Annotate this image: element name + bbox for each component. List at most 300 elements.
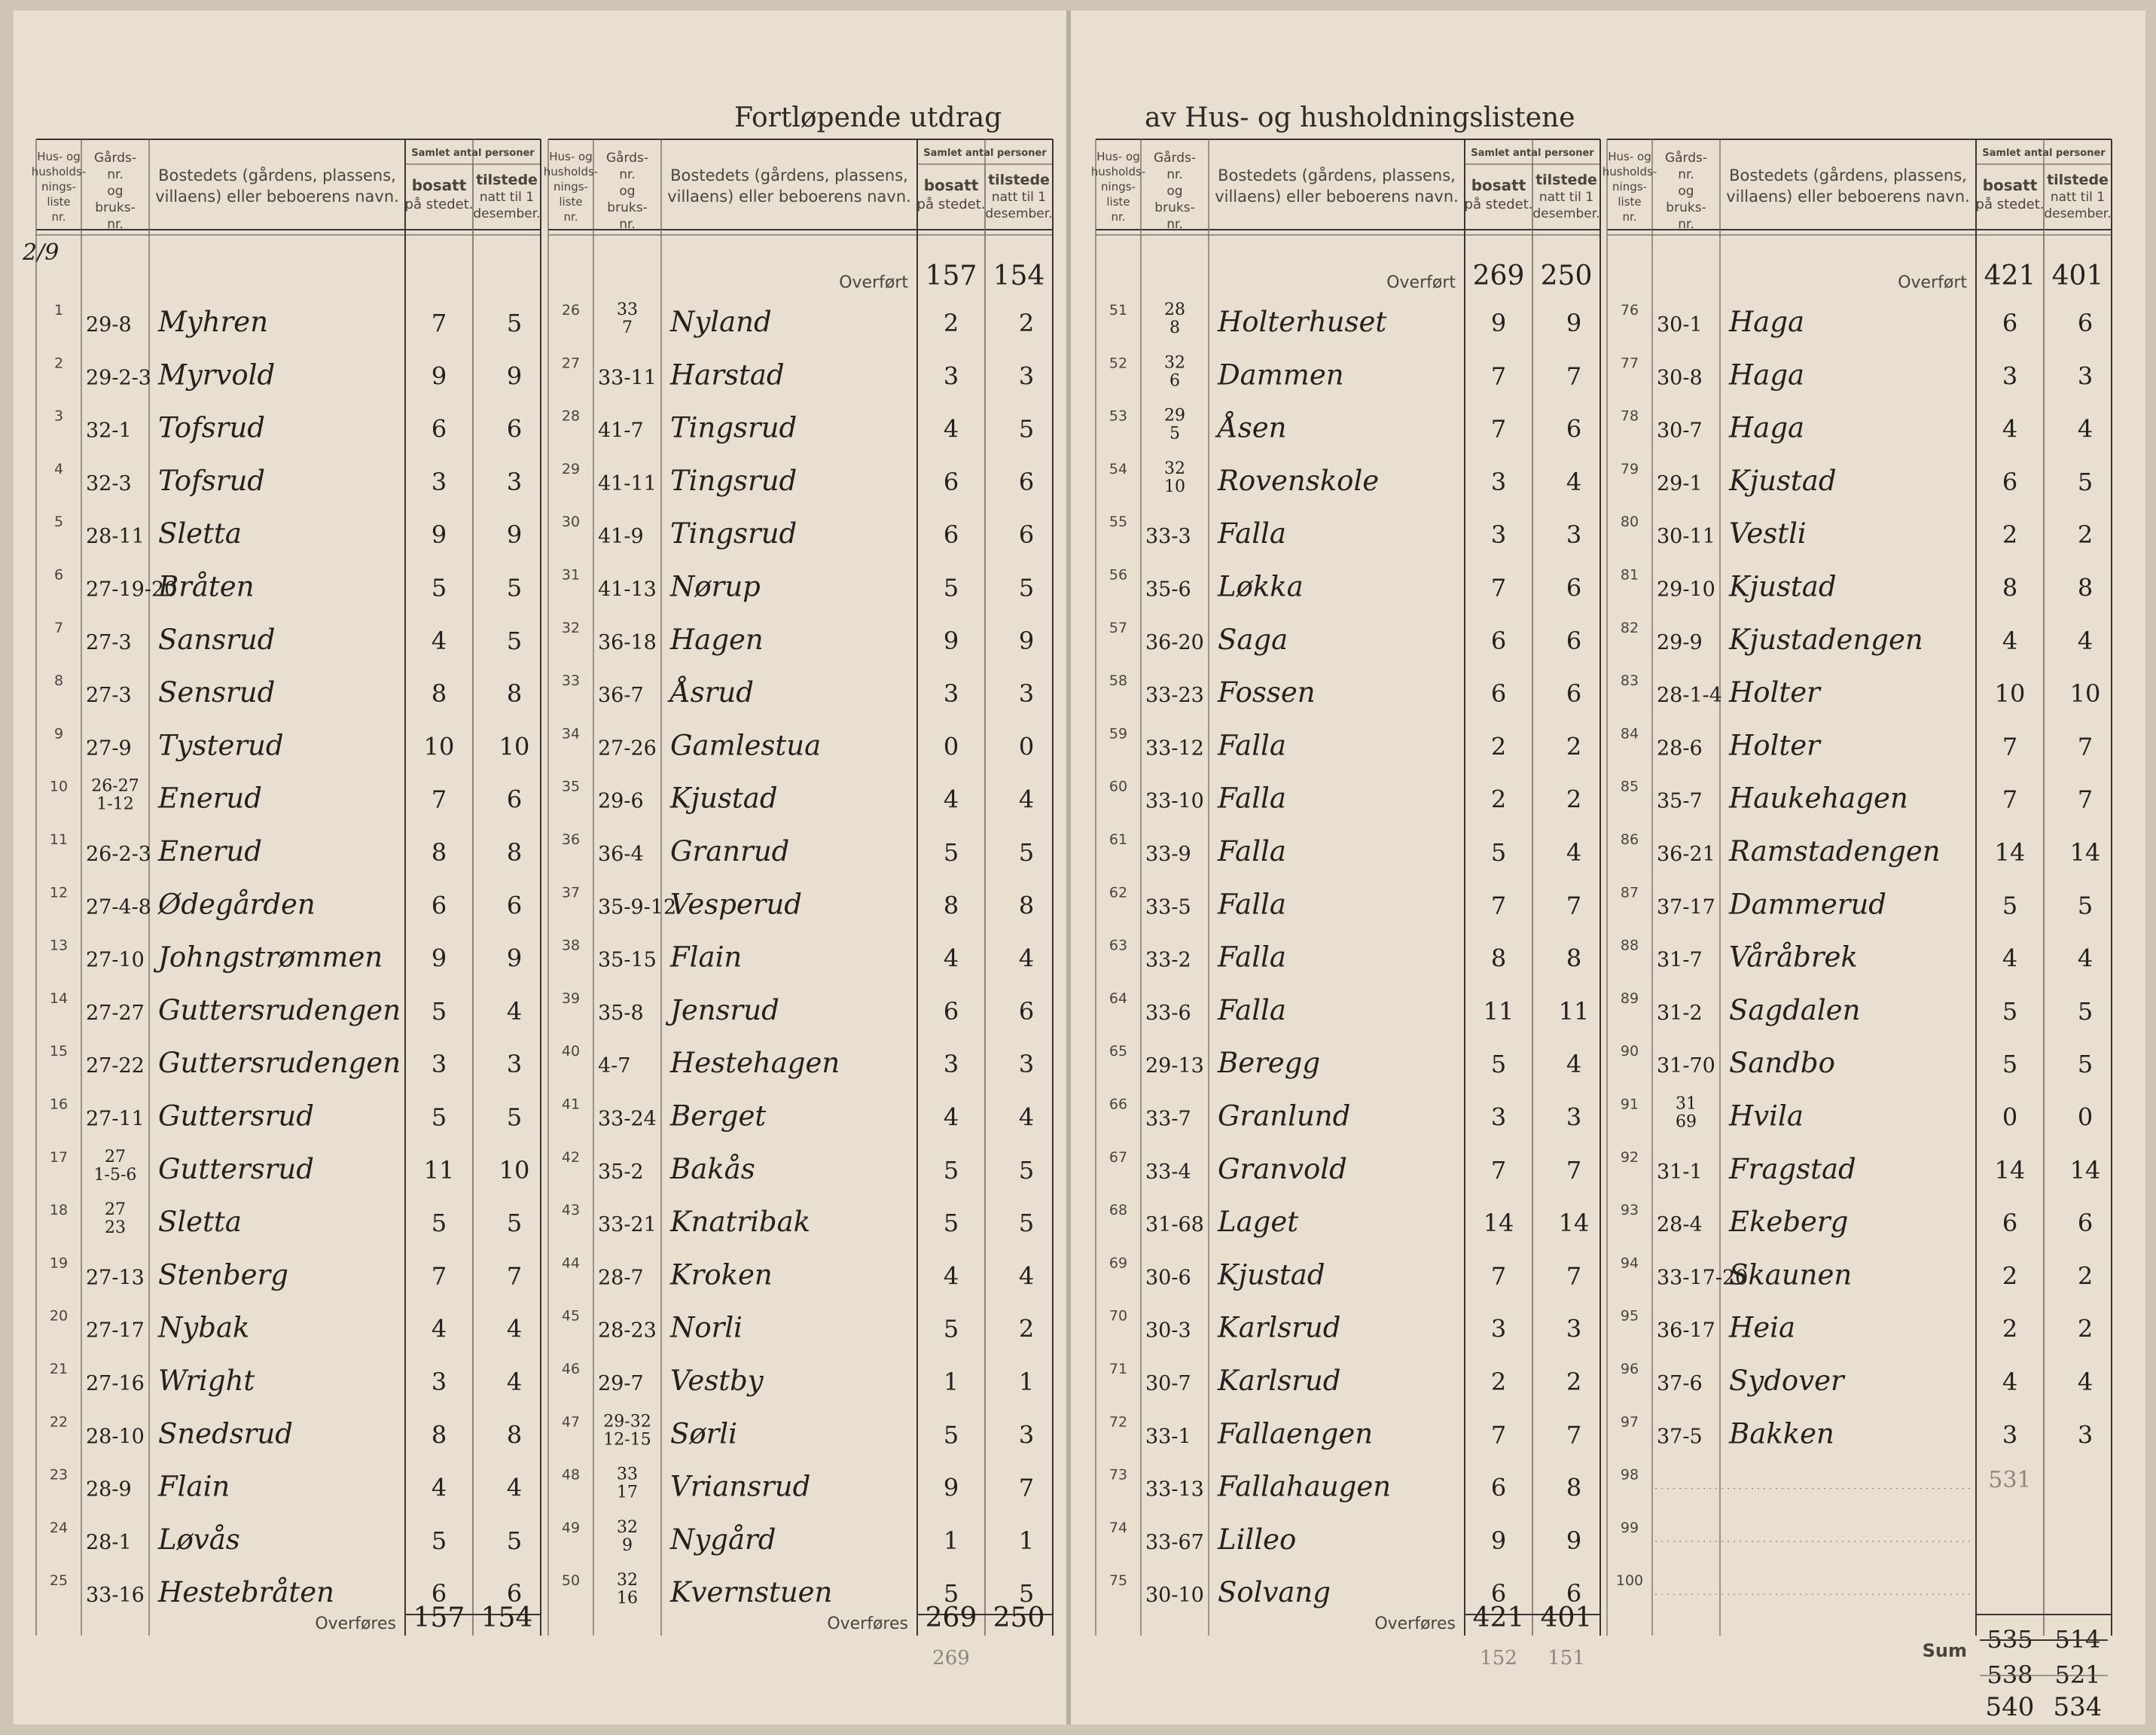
header-farm-no: nr. xyxy=(1678,167,1694,182)
farm-number: 10 xyxy=(1164,477,1185,496)
header-farm-no: nr. xyxy=(619,167,636,182)
resident-count: 5 xyxy=(943,573,959,602)
row-number: 32 xyxy=(561,619,581,636)
place-name: Nørup xyxy=(670,570,761,603)
row-number: 48 xyxy=(561,1466,581,1483)
header-house-no: husholds- xyxy=(1090,165,1146,178)
present-count: 4 xyxy=(2077,414,2093,444)
header-house-no: liste xyxy=(559,195,583,209)
place-name: Tofsrud xyxy=(158,464,265,497)
row-number: 95 xyxy=(1620,1307,1639,1325)
carried-out-label: Overføres xyxy=(1374,1615,1456,1633)
row-number: 68 xyxy=(1108,1202,1128,1219)
place-name: Holter xyxy=(1729,729,1820,762)
header-farm-no: bruks- xyxy=(1154,200,1195,215)
place-name: Fallaengen xyxy=(1218,1417,1374,1450)
header-name: Bostedets (gårdens, plassens, xyxy=(158,166,396,184)
carried-in-resident: 157 xyxy=(925,261,977,291)
present-count: 4 xyxy=(2077,944,2093,973)
present-count: 7 xyxy=(506,1261,523,1291)
place-name: Tingsrud xyxy=(670,517,797,550)
row-number: 44 xyxy=(561,1255,581,1272)
header-house-no: liste xyxy=(47,195,71,209)
present-count: 5 xyxy=(506,1526,523,1555)
row-number: 89 xyxy=(1620,989,1639,1007)
farm-number: 28-10 xyxy=(86,1425,145,1449)
present-count: 4 xyxy=(1566,838,1582,867)
resident-count: 4 xyxy=(943,944,959,973)
place-name: Sørli xyxy=(670,1417,737,1450)
row-number: 9 xyxy=(53,725,64,742)
sum-mid-resident: 538 xyxy=(1987,1660,2033,1689)
place-name: Sensrud xyxy=(158,676,276,709)
present-count: 2 xyxy=(2077,1261,2093,1291)
place-name: Johngstrømmen xyxy=(158,941,383,974)
farm-number: 29-2-3 xyxy=(86,366,151,390)
pencil-note: 151 xyxy=(1548,1647,1585,1669)
place-name: Enerud xyxy=(158,835,262,868)
farm-number: 1-12 xyxy=(96,794,134,814)
place-name: Myrvold xyxy=(158,358,276,392)
present-count: 8 xyxy=(2077,573,2093,602)
present-count: 6 xyxy=(1566,626,1582,655)
present-count: 4 xyxy=(506,1473,523,1502)
row-number: 22 xyxy=(49,1413,69,1431)
header-house-no: nings- xyxy=(41,180,76,194)
header-house-no: Hus- og xyxy=(37,150,81,163)
farm-number: 33 xyxy=(617,1465,638,1484)
row-number: 15 xyxy=(49,1043,69,1060)
header-persons: Samlet antal personer xyxy=(1982,148,2106,159)
resident-count: 6 xyxy=(2002,467,2018,496)
header-farm-no: og xyxy=(1166,184,1183,199)
farm-number: 33-23 xyxy=(1145,684,1204,708)
row-number: 64 xyxy=(1108,989,1128,1007)
farm-number: 28-1 xyxy=(86,1530,132,1554)
farm-number: 33-24 xyxy=(598,1107,657,1131)
header-resident: bosatt xyxy=(923,176,979,194)
present-count: 4 xyxy=(2077,626,2093,655)
header-house-no: nr. xyxy=(1111,210,1126,224)
header-farm-no: bruks- xyxy=(1666,200,1706,215)
place-name: Fallahaugen xyxy=(1218,1470,1392,1503)
farm-number: 36-17 xyxy=(1657,1319,1715,1343)
resident-count: 2 xyxy=(943,309,959,337)
place-name: Granlund xyxy=(1218,1099,1351,1133)
carried-out-present: 154 xyxy=(480,1602,533,1633)
present-count: 5 xyxy=(1018,1579,1035,1608)
row-number: 96 xyxy=(1620,1361,1639,1377)
present-count: 10 xyxy=(499,732,530,761)
header-present: natt til 1 xyxy=(2050,190,2106,205)
place-name: Flain xyxy=(670,941,743,974)
place-name: Åsrud xyxy=(670,676,754,709)
place-name: Myhren xyxy=(158,306,269,338)
farm-number: 33-21 xyxy=(598,1213,657,1237)
row-number: 2 xyxy=(53,355,64,372)
place-name: Holterhuset xyxy=(1218,306,1387,338)
farm-number: 29-6 xyxy=(598,789,644,813)
corner-mark: 2/9 xyxy=(23,239,59,266)
resident-count: 7 xyxy=(1490,573,1507,602)
sum-final-resident: 540 xyxy=(1985,1692,2035,1722)
resident-count: 7 xyxy=(431,1261,447,1291)
present-count: 2 xyxy=(1018,309,1035,337)
header-resident: på stedet. xyxy=(1464,197,1533,212)
present-count: 14 xyxy=(2069,838,2101,867)
farm-number: 23 xyxy=(105,1218,126,1238)
place-name: Falla xyxy=(1218,729,1286,762)
pencil-note: 269 xyxy=(932,1647,970,1669)
header-farm-no: nr. xyxy=(1678,217,1694,232)
row-number: 71 xyxy=(1108,1361,1128,1377)
place-name: Skaunen xyxy=(1729,1258,1853,1291)
place-name: Haga xyxy=(1729,358,1805,392)
place-name: Vestby xyxy=(670,1365,764,1397)
present-count: 6 xyxy=(1018,467,1035,496)
row-number: 100 xyxy=(1615,1572,1644,1590)
present-count: 3 xyxy=(1566,1314,1582,1343)
present-count: 6 xyxy=(1018,520,1035,550)
row-number: 42 xyxy=(561,1148,581,1166)
row-number: 29 xyxy=(561,460,581,477)
place-name: Haukehagen xyxy=(1729,782,1908,815)
present-count: 5 xyxy=(1018,1155,1035,1185)
place-name: Hestebråten xyxy=(158,1576,334,1609)
header-present: tilstede xyxy=(1535,172,1597,188)
present-count: 4 xyxy=(1018,1261,1035,1291)
header-farm-no: Gårds- xyxy=(1153,151,1197,166)
farm-number: 33-17-20 xyxy=(1657,1266,1749,1290)
place-name: Dammen xyxy=(1218,358,1344,392)
row-number: 4 xyxy=(53,460,64,477)
row-number: 25 xyxy=(49,1572,69,1590)
farm-number: 27-10 xyxy=(86,948,145,972)
header-farm-no: nr. xyxy=(107,167,124,182)
row-number: 78 xyxy=(1620,407,1639,425)
row-number: 59 xyxy=(1108,725,1128,742)
place-name: Sandbo xyxy=(1729,1047,1835,1080)
place-name: Falla xyxy=(1218,517,1286,550)
row-number: 28 xyxy=(561,407,581,425)
row-number: 97 xyxy=(1620,1413,1639,1431)
resident-count: 7 xyxy=(1490,891,1507,920)
place-name: Beregg xyxy=(1218,1047,1321,1080)
present-count: 9 xyxy=(506,520,523,550)
present-count: 5 xyxy=(1018,414,1035,444)
row-number: 1 xyxy=(53,302,64,319)
row-number: 82 xyxy=(1620,619,1639,636)
row-number: 46 xyxy=(561,1361,581,1377)
title-left: Fortløpende utdrag xyxy=(734,102,1002,133)
present-count: 6 xyxy=(506,785,523,814)
present-count: 5 xyxy=(506,309,523,337)
farm-number: 33-2 xyxy=(1145,948,1191,972)
resident-count: 11 xyxy=(1483,996,1514,1026)
present-count: 9 xyxy=(1018,626,1035,655)
present-count: 3 xyxy=(1018,1050,1035,1079)
header-present: tilstede xyxy=(476,172,538,188)
present-count: 3 xyxy=(1018,1420,1035,1450)
header-persons: Samlet antal personer xyxy=(923,148,1047,159)
farm-number: 35-7 xyxy=(1657,789,1703,813)
present-count: 5 xyxy=(506,1102,523,1132)
farm-number: 29-9 xyxy=(1657,630,1703,654)
place-name: Ekeberg xyxy=(1729,1206,1849,1239)
header-name: villaens) eller beboerens navn. xyxy=(155,188,399,206)
carried-in-resident: 269 xyxy=(1472,261,1525,291)
row-number: 53 xyxy=(1108,407,1128,425)
farm-number: 29-1 xyxy=(1657,471,1703,495)
header-resident: på stedet. xyxy=(916,197,986,212)
row-number: 21 xyxy=(49,1361,69,1377)
resident-count: 3 xyxy=(1490,520,1507,550)
place-name: Sletta xyxy=(158,1206,242,1239)
row-number: 43 xyxy=(561,1202,581,1219)
place-name: Kjustadengen xyxy=(1729,623,1923,656)
farm-number: 35-2 xyxy=(598,1160,644,1184)
resident-count: 11 xyxy=(423,1155,455,1185)
row-number: 61 xyxy=(1108,831,1128,848)
present-count: 4 xyxy=(1018,944,1035,973)
farm-number: 29-32 xyxy=(603,1412,651,1432)
resident-count: 2 xyxy=(1490,732,1507,761)
farm-number: 33-5 xyxy=(1145,895,1191,919)
resident-count: 14 xyxy=(1483,1209,1514,1238)
place-name: Sydover xyxy=(1729,1365,1844,1397)
row-number: 88 xyxy=(1620,937,1639,954)
farm-number: 28-6 xyxy=(1657,736,1703,761)
farm-number: 27-17 xyxy=(86,1319,145,1343)
resident-count: 4 xyxy=(431,1314,447,1343)
present-count: 2 xyxy=(1018,1314,1035,1343)
header-present: desember. xyxy=(1532,206,1600,221)
place-name: Wright xyxy=(158,1365,255,1397)
row-number: 34 xyxy=(561,725,581,742)
present-count: 4 xyxy=(506,1368,523,1396)
resident-count: 7 xyxy=(2002,785,2018,814)
present-count: 9 xyxy=(1566,1526,1582,1555)
farm-number: 31-2 xyxy=(1657,1001,1703,1025)
present-count: 2 xyxy=(1566,1368,1582,1396)
row-number: 49 xyxy=(561,1519,581,1536)
farm-number: 30-6 xyxy=(1145,1266,1191,1290)
place-name: Falla xyxy=(1218,782,1286,815)
farm-number: 30-1 xyxy=(1657,313,1703,337)
farm-number: 28-9 xyxy=(86,1477,132,1502)
row-number: 70 xyxy=(1108,1307,1128,1325)
farm-number: 35-6 xyxy=(1145,578,1191,602)
resident-count: 4 xyxy=(431,626,447,655)
farm-number: 33-10 xyxy=(1145,789,1204,813)
header-resident: bosatt xyxy=(411,176,467,194)
farm-number: 29 xyxy=(1164,406,1185,425)
header-house-no: Hus- og xyxy=(1096,150,1140,163)
present-count: 8 xyxy=(506,679,523,709)
row-number: 80 xyxy=(1620,514,1639,531)
resident-count: 7 xyxy=(1490,414,1507,444)
present-count: 6 xyxy=(1566,573,1582,602)
row-number: 87 xyxy=(1620,884,1639,901)
resident-count: 7 xyxy=(1490,361,1507,391)
farm-number: 31 xyxy=(1676,1094,1697,1114)
resident-count: 3 xyxy=(943,1050,959,1079)
resident-count: 3 xyxy=(1490,1102,1507,1132)
row-number: 51 xyxy=(1108,302,1128,319)
row-number: 81 xyxy=(1620,566,1639,584)
present-count: 0 xyxy=(2077,1102,2093,1132)
row-number: 11 xyxy=(49,831,69,848)
place-name: Nygård xyxy=(670,1523,776,1556)
header-house-no: nr. xyxy=(1622,210,1637,224)
header-present: natt til 1 xyxy=(479,190,535,205)
resident-count: 14 xyxy=(1994,1155,2026,1185)
farm-number: 36-4 xyxy=(598,843,644,866)
farm-number: 33-4 xyxy=(1145,1160,1191,1184)
present-count: 6 xyxy=(2077,1209,2093,1238)
resident-count: 6 xyxy=(431,891,447,920)
resident-count: 2 xyxy=(1490,1368,1507,1396)
present-count: 10 xyxy=(2069,679,2101,709)
present-count: 4 xyxy=(2077,1368,2093,1396)
carried-out-present: 401 xyxy=(1540,1602,1593,1633)
place-name: Rovenskole xyxy=(1218,464,1380,497)
header-house-no: husholds- xyxy=(1602,165,1657,178)
row-number: 73 xyxy=(1108,1466,1128,1483)
resident-count: 2 xyxy=(2002,1261,2018,1291)
row-number: 94 xyxy=(1620,1255,1639,1272)
row-number: 13 xyxy=(49,937,69,954)
farm-number: 31-68 xyxy=(1145,1213,1204,1237)
header-farm-no: Gårds- xyxy=(1664,151,1708,166)
farm-number: 7 xyxy=(622,319,633,337)
place-name: Kjustad xyxy=(1729,464,1837,497)
place-name: Holter xyxy=(1729,676,1820,709)
resident-count: 9 xyxy=(1490,1526,1507,1555)
farm-number: 35-15 xyxy=(598,948,657,972)
header-resident: bosatt xyxy=(1982,176,2038,194)
row-number: 74 xyxy=(1108,1519,1128,1536)
row-number: 54 xyxy=(1108,460,1128,477)
place-name: Falla xyxy=(1218,888,1286,921)
place-name: Bråten xyxy=(158,570,255,603)
resident-count: 4 xyxy=(943,1102,959,1132)
resident-count: 6 xyxy=(1490,1579,1507,1608)
header-farm-no: nr. xyxy=(619,217,636,232)
resident-count: 6 xyxy=(431,1579,447,1608)
carried-in-label: Overført xyxy=(1898,273,1967,292)
farm-number: 32 xyxy=(617,1517,638,1537)
place-name: Våråbrek xyxy=(1729,941,1858,974)
present-count: 10 xyxy=(499,1155,530,1185)
sum-struck-present: 514 xyxy=(2054,1625,2101,1654)
header-resident: på stedet. xyxy=(1975,197,2045,212)
farm-number: 4-7 xyxy=(598,1054,631,1078)
present-count: 3 xyxy=(1566,520,1582,550)
header-present: natt til 1 xyxy=(991,190,1047,205)
header-resident: på stedet. xyxy=(404,197,474,212)
place-name: Falla xyxy=(1218,941,1286,974)
row-number: 27 xyxy=(561,355,581,372)
resident-count: 7 xyxy=(431,309,447,337)
header-house-no: nings- xyxy=(553,180,588,194)
row-number: 91 xyxy=(1620,1096,1639,1113)
resident-count: 9 xyxy=(1490,309,1507,337)
farm-number: 30-3 xyxy=(1145,1319,1191,1343)
resident-count: 6 xyxy=(1490,626,1507,655)
resident-count: 5 xyxy=(431,996,447,1026)
resident-count: 14 xyxy=(1994,838,2026,867)
place-name: Fossen xyxy=(1218,676,1316,709)
resident-count: 8 xyxy=(943,891,959,920)
farm-number: 27 xyxy=(105,1200,126,1220)
farm-number: 33-6 xyxy=(1145,1001,1191,1025)
resident-count: 5 xyxy=(1490,838,1507,867)
carried-out-resident: 269 xyxy=(925,1602,977,1633)
resident-count: 3 xyxy=(431,467,447,496)
present-count: 9 xyxy=(506,361,523,391)
resident-count: 3 xyxy=(2002,1420,2018,1450)
place-name: Granvold xyxy=(1218,1152,1347,1185)
row-number: 56 xyxy=(1108,566,1128,584)
farm-number: 27-26 xyxy=(598,736,657,761)
present-count: 9 xyxy=(506,944,523,973)
sum-struck-resident: 535 xyxy=(1987,1625,2033,1654)
header-present: tilstede xyxy=(2047,172,2109,188)
place-name: Kvernstuen xyxy=(670,1576,833,1609)
row-number: 38 xyxy=(561,937,581,954)
row-number: 3 xyxy=(53,407,64,425)
place-name: Guttersrud xyxy=(158,1152,314,1185)
farm-number: 29-13 xyxy=(1145,1054,1204,1078)
place-name: Norli xyxy=(670,1311,743,1344)
farm-number: 33-16 xyxy=(86,1584,145,1608)
row-number: 31 xyxy=(561,566,581,584)
farm-number: 37-6 xyxy=(1657,1372,1703,1395)
header-name: villaens) eller beboerens navn. xyxy=(1215,188,1459,206)
resident-count: 7 xyxy=(2002,732,2018,761)
header-house-no: nings- xyxy=(1101,180,1136,194)
resident-count: 6 xyxy=(943,467,959,496)
row-number: 18 xyxy=(49,1202,69,1219)
resident-count: 5 xyxy=(943,1420,959,1450)
resident-count: 4 xyxy=(943,1261,959,1291)
row-number: 83 xyxy=(1620,672,1639,690)
resident-count: 3 xyxy=(943,361,959,391)
row-number: 86 xyxy=(1620,831,1639,848)
farm-number: 28 xyxy=(1164,300,1185,319)
resident-count: 5 xyxy=(431,573,447,602)
row-number: 37 xyxy=(561,884,581,901)
header-house-no: husholds- xyxy=(31,165,87,178)
present-count: 3 xyxy=(1018,679,1035,709)
row-number: 98 xyxy=(1620,1466,1639,1483)
header-house-no: liste xyxy=(1618,195,1642,209)
farm-number: 37-17 xyxy=(1657,895,1715,919)
row-number: 58 xyxy=(1108,672,1128,690)
resident-count: 4 xyxy=(2002,1368,2018,1396)
row-number: 23 xyxy=(49,1466,69,1483)
header-resident: bosatt xyxy=(1471,176,1526,194)
resident-count: 5 xyxy=(431,1526,447,1555)
resident-count: 6 xyxy=(1490,679,1507,709)
farm-number: 27-13 xyxy=(86,1266,145,1290)
resident-count: 5 xyxy=(943,838,959,867)
resident-count: 2 xyxy=(1490,785,1507,814)
header-present: desember. xyxy=(473,206,541,221)
farm-number: 28-11 xyxy=(86,525,145,549)
place-name: Løvås xyxy=(158,1523,240,1556)
